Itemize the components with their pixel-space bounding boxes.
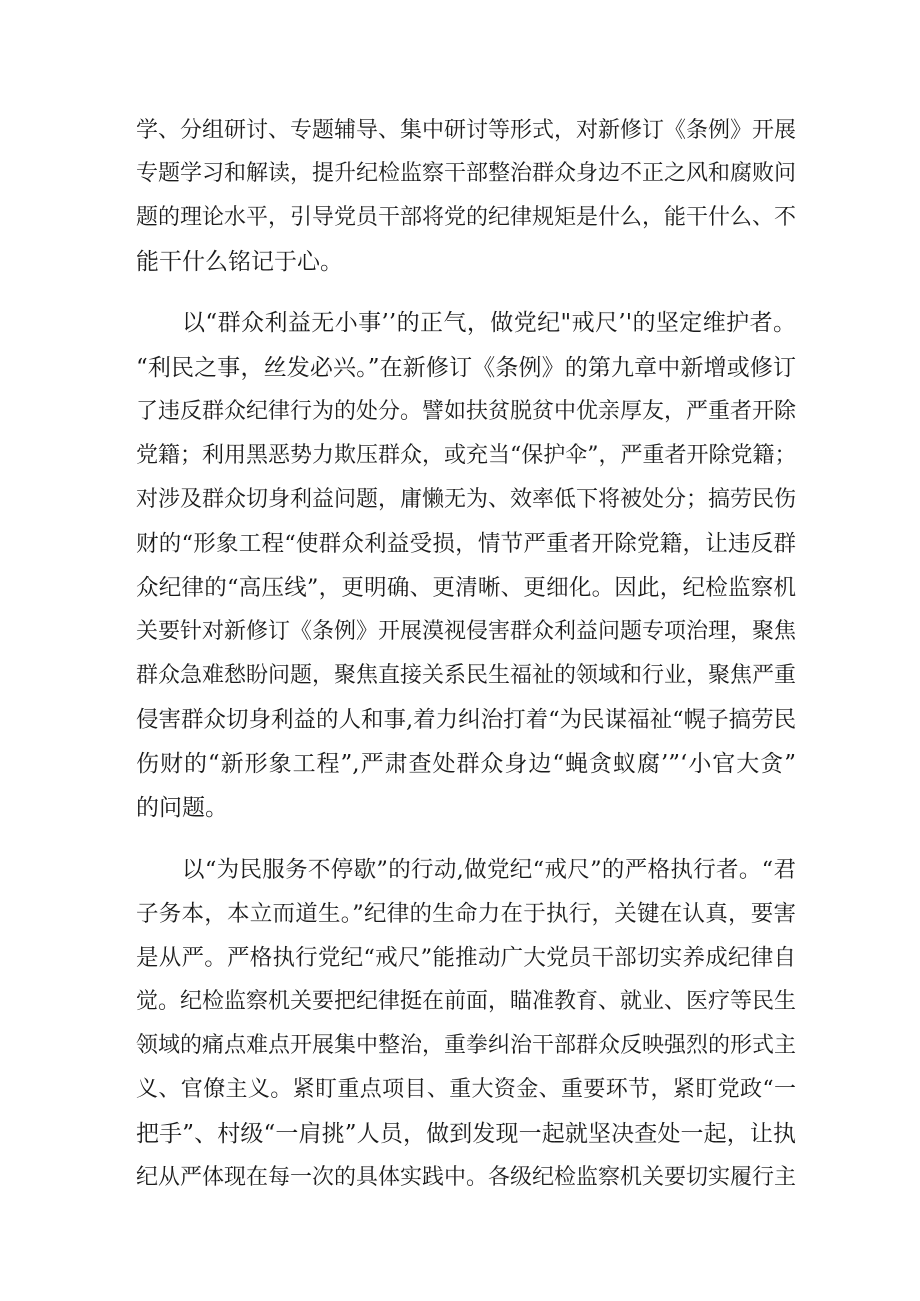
paragraph-2-line-12: 的问题。: [136, 795, 228, 821]
paragraph-3-line-2: 子务本，本立而道生。”纪律的生命力在于执行，关键在认真，要害: [136, 901, 796, 927]
paragraph-3-line-3: 是从严。严格执行党纪“戒尺”能推动广大党员干部切实养成纪律自: [136, 945, 796, 971]
paragraph-2-line-4: 党籍；利用黑恶势力欺压群众，或充当“保护伞”，严重者开除党籍；: [136, 443, 797, 468]
paragraph-3-line-8: 纪从严体现在每一次的具体实践中。各级纪检监察机关要切实履行主: [136, 1165, 797, 1190]
paragraph-2-line-8: 关要针对新修订《条例》开展漠视侵害群众利益问题专项治理，聚焦: [136, 619, 797, 644]
paragraph-2-line-5: 对涉及群众切身利益问题，庸懒无为、效率低下将被处分；搞劳民伤: [136, 487, 797, 512]
paragraph-2-line-10: 侵害群众切身利益的人和事,着力纠治打着“为民谋福祉“幌子搞劳民: [136, 707, 797, 733]
paragraph-2-line-11: 伤财的“新形象工程”,严肃查处群众身边“蝇贪蚁腐’”‘小官大贪”: [136, 751, 796, 777]
paragraph-2-line-3: 了违反群众纪律行为的处分。譬如扶贫脱贫中优亲厚友，严重者开除: [136, 399, 797, 424]
paragraph-3-line-6: 义、官僚主义。紧盯重点项目、重大资金、重要环节，紧盯党政“一: [136, 1077, 796, 1102]
paragraph-2-line-9: 群众急难愁盼问题，聚焦直接关系民生福祉的领域和行业，聚焦严重: [136, 663, 797, 688]
paragraph-2-line-6: 财的“形象工程“使群众利益受损，情节严重者开除党籍，让违反群: [136, 531, 796, 557]
paragraph-3-line-7: 把手”、村级“一肩挑”人员，做到发现一起就坚决查处一起，让执: [136, 1121, 796, 1147]
paragraph-3-line-1: 以“为民服务不停歇”的行动,做党纪“戒尺”的严格执行者。“君: [182, 857, 796, 883]
paragraph-1-line-4: 能干什么铭记于心。: [136, 249, 343, 275]
paragraph-3-line-4: 觉。纪检监察机关要把纪律挺在前面，瞄准教育、就业、医疗等民生: [136, 989, 797, 1014]
paragraph-2-line-1: 以“群众利益无小事’’的正气，做党纪"戒尺’'的坚定维护者。: [182, 310, 796, 336]
paragraph-2-line-2: “利民之事，丝发必兴。”在新修订《条例》的第九章中新增或修订: [136, 355, 796, 381]
paragraph-2-line-7: 众纪律的“高压线”，更明确、更清晰、更细化。因此，纪检监察机: [136, 575, 796, 601]
paragraph-1-line-1: 学、分组研讨、专题辅导、集中研讨等形式，对新修订《条例》开展: [136, 118, 797, 143]
paragraph-3-line-5: 领域的痛点难点开展集中整治，重拳纠治干部群众反映强烈的形式主: [136, 1033, 797, 1058]
paragraph-1-line-3: 题的理论水平，引导党员干部将党的纪律规矩是什么，能干什么、不: [136, 205, 797, 230]
paragraph-1-line-2: 专题学习和解读，提升纪检监察干部整治群众身边不正之风和腐败问: [136, 161, 797, 186]
